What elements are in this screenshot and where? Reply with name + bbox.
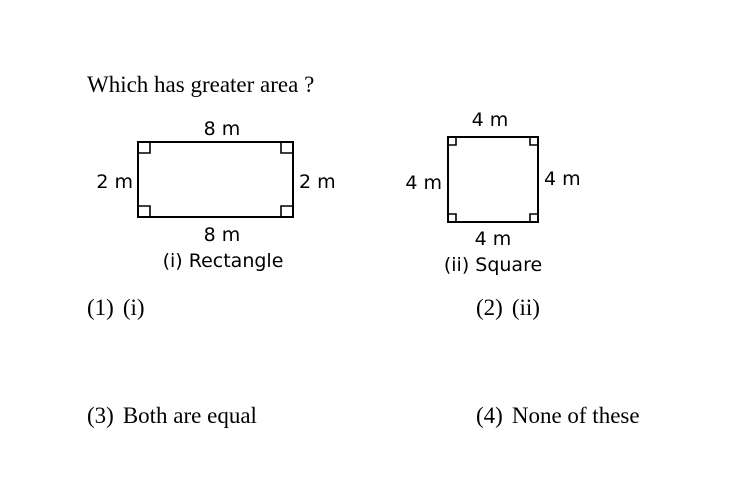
rectangle-figure: [96, 118, 335, 272]
option-4-number: (4): [476, 403, 503, 428]
square-figure: [405, 109, 580, 276]
square-caption: (ii) Square: [443, 254, 543, 276]
option-2[interactable]: [476, 295, 540, 321]
option-4-text: None of these: [511, 403, 640, 428]
square-right-label: 4 m: [544, 168, 581, 190]
option-2-number: (2): [476, 295, 503, 320]
rectangle-top-label: 8 m: [203, 118, 241, 140]
square-bottom-label: 4 m: [474, 228, 512, 250]
rectangle-caption: (i) Rectangle: [162, 250, 284, 272]
rectangle-bottom-label: 8 m: [203, 224, 241, 246]
rectangle-shape: [138, 142, 293, 217]
rectangle-right-angle-marks: [138, 142, 293, 217]
option-3-number: (3): [87, 403, 114, 428]
rectangle-right-label: 2 m: [299, 171, 336, 193]
option-1[interactable]: [87, 295, 145, 321]
square-shape: [448, 137, 538, 222]
square-left-label: 4 m: [405, 172, 442, 194]
option-4[interactable]: [476, 403, 640, 429]
square-right-angle-marks: [448, 137, 538, 222]
rectangle-left-label: 2 m: [96, 171, 133, 193]
option-2-text: (ii): [511, 295, 540, 320]
option-3-text: Both are equal: [122, 403, 257, 428]
option-1-number: (1): [87, 295, 114, 320]
square-top-label: 4 m: [471, 109, 509, 131]
option-3[interactable]: [87, 403, 257, 429]
question-text: Which has greater area ?: [87, 72, 315, 97]
option-1-text: (i): [122, 295, 145, 320]
